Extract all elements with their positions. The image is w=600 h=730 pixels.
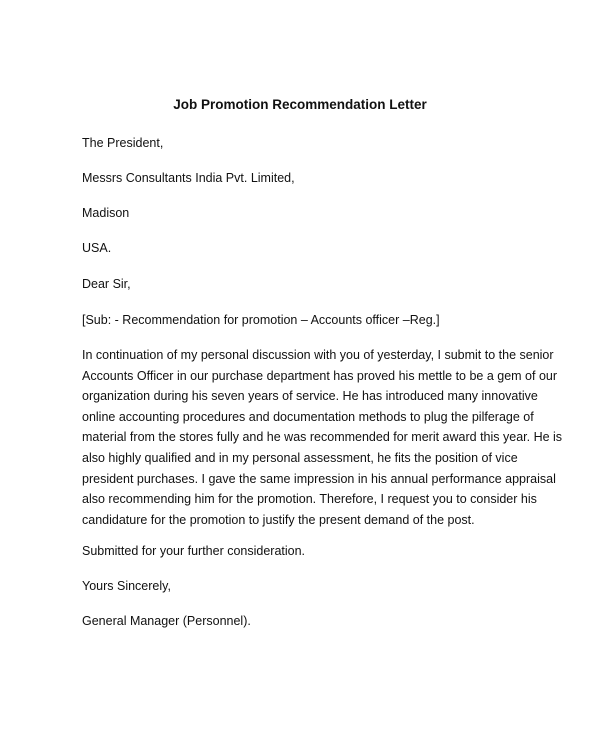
sign-off: Yours Sincerely,	[82, 579, 171, 593]
body-line: organization during his seven years of service. He has introduced many innovative	[82, 389, 538, 404]
body-line: online accounting procedures and documentation methods to plug the pilferage of	[82, 409, 534, 424]
recipient-city: Madison	[82, 206, 130, 220]
subject-line: [Sub: - Recommendation for promotion – Accounts officer –Reg.]	[82, 313, 440, 327]
body-line: In continuation of my personal discussion with you of yesterday, I submit to the senior	[82, 348, 554, 362]
body-line: candidature for the promotion to justify the present demand of the post.	[82, 512, 475, 527]
body-line: material from the stores fully and he was recommended for merit award this year. He is	[82, 430, 563, 445]
recipient-company: Messrs Consultants India Pvt. Limited,	[82, 171, 295, 185]
letter-title: Job Promotion Recommendation Letter	[173, 97, 427, 112]
salutation: Dear Sir,	[82, 277, 131, 291]
closing-note: Submitted for your further consideration.	[82, 544, 306, 558]
recipient-country: USA.	[82, 241, 112, 255]
recipient-title: The President,	[82, 136, 164, 150]
body-line: president purchases. I gave the same impression in his annual performance appraisal	[82, 471, 556, 486]
signature: General Manager (Personnel).	[82, 614, 251, 628]
body-line: Accounts Officer in our purchase department has proved his mettle to be a gem of our	[82, 368, 558, 383]
body-line: also highly qualified and in my personal assessment, he fits the position of vice	[82, 450, 518, 465]
body-line: also recommending him for the promotion. Therefore, I request you to consider his	[82, 492, 537, 507]
letter-body	[82, 345, 563, 530]
